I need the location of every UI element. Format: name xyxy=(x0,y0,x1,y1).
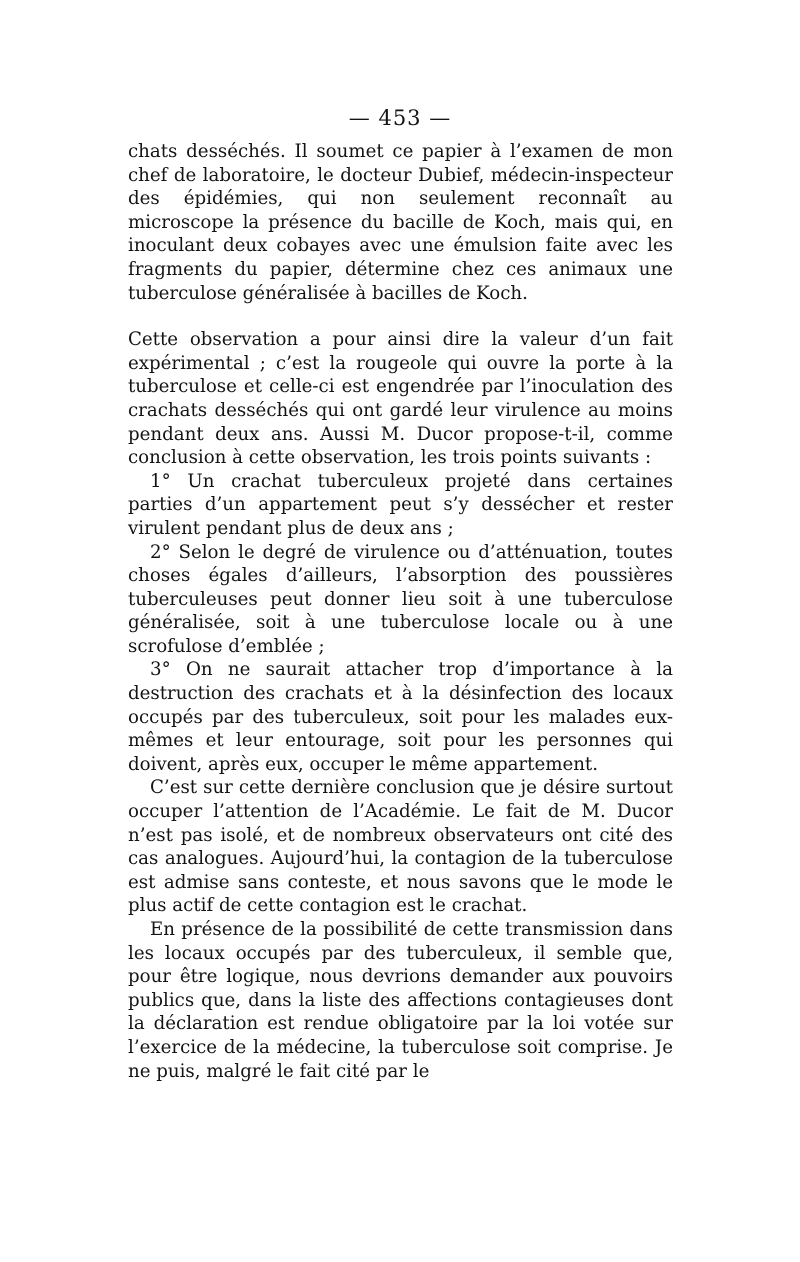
paragraph-point-2: 2° Selon le degré de virulence ou d’atténuation, toutes choses égales d’ailleurs, l’absorption des poussières tuberculeuses peut donner lieu soit à une tuberculose généralisée, soit à une tuberculose locale ou à une scrofulose d’emblée ; xyxy=(128,541,673,657)
paragraph-point-3: 3° On ne saurait attacher trop d’importance à la destruction des crachats et à la désinfection des locaux occupés par des tuberculeux, soit pour les malades eux-mêmes et leur entourage, soit pour les personnes qui doivent, après eux, occuper le même appartement. xyxy=(128,659,673,775)
paragraph-conclusion: C’est sur cette dernière conclusion que je désire surtout occuper l’attention de l’Académie. Le fait de M. Ducor n’est pas isolé, et de nombreux observateurs ont cité des cas analogues. Aujourd’hui, la contagion de la tuberculose est admise sans conteste, et nous savons que le mode le plus actif de cette contagion est le crachat. xyxy=(128,777,673,917)
paragraph-presence: En présence de la possibilité de cette transmission dans les locaux occupés par des tuberculeux, il semble que, pour être logique, nous devrions demander aux pouvoirs publics que, dans la liste des affections contagieuses dont la déclaration est rendue obligatoire par la loi votée sur l’exercice de la médecine, la tuberculose soit comprise. Je ne puis, malgré le fait cité par le xyxy=(128,919,673,1082)
paragraph-observation: Cette observation a pour ainsi dire la valeur d’un fait expérimental ; c’est la rougeole qui ouvre la porte à la tuberculose et celle-ci est engendrée par l’inoculation des crachats desséchés qui ont gardé leur virulence au moins pendant deux ans. Aussi M. Ducor propose-t-il, comme conclusion à cette observation, les trois points suivants : xyxy=(128,329,673,469)
paragraph-point-1: 1° Un crachat tuberculeux projeté dans certaines parties d’un appartement peut s’y dessécher et rester virulent pendant plus de deux ans ; xyxy=(128,470,673,539)
body-text xyxy=(128,140,673,1083)
page-number: — 453 — xyxy=(348,106,452,130)
paragraph-continuation: chats desséchés. Il soumet ce papier à l’examen de mon chef de laboratoire, le docteur Dubief, médecin-inspecteur des épidémies, qui non seulement reconnaît au microscope la présence du bacille de Koch, mais qui, en inoculant deux cobayes avec une émulsion faite avec les fragments du papier, détermine chez ces animaux une tuberculose généralisée à bacilles de Koch. xyxy=(128,141,673,304)
